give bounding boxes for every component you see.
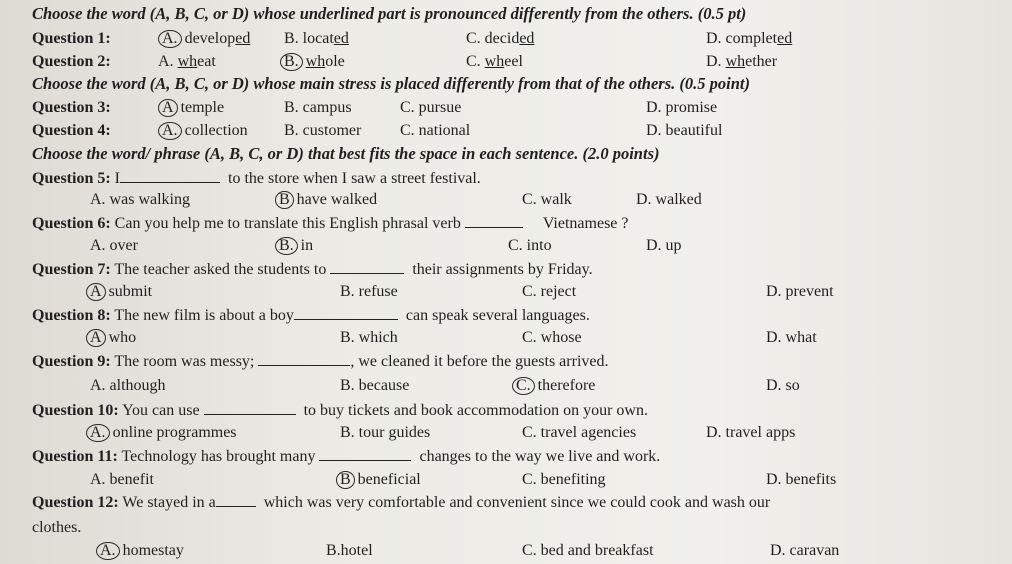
question-6-option-a[interactable]: A. over: [90, 237, 138, 254]
answer-blank: [330, 259, 404, 274]
question-9-stem: Question 9: The room was messy; , we cleaned it before the guests arrived.: [32, 353, 609, 370]
question-6-stem: Question 6: Can you help me to translate this English phrasal verb Vietnamese ?: [32, 215, 629, 232]
question-10-option-c[interactable]: C. travel agencies: [522, 424, 637, 441]
question-7-option-c[interactable]: C. reject: [522, 283, 577, 300]
question-1-option-d[interactable]: D. completed: [706, 30, 793, 47]
question-11-stem: Question 11: Technology has brought many changes to the way we live and work.: [32, 448, 661, 465]
selected-answer-circle: B: [336, 471, 355, 489]
question-12-option-a[interactable]: A. homestay: [96, 541, 184, 561]
selected-answer-circle: A: [86, 283, 106, 301]
question-5-stem: Question 5: I to the store when I saw a street festival.: [32, 170, 481, 187]
question-5-option-b[interactable]: B have walked: [275, 190, 377, 210]
selected-answer-circle: B.: [275, 237, 298, 255]
question-3-label: Question 3:: [32, 99, 111, 116]
answer-blank: [216, 492, 256, 507]
question-7-option-b[interactable]: B. refuse: [340, 283, 398, 300]
question-12-stem: Question 12: We stayed in a which was very comfortable and convenient since we could cook and wash our: [32, 494, 771, 511]
question-4-option-b[interactable]: B. customer: [284, 122, 362, 139]
question-1-option-b[interactable]: B. located: [284, 30, 349, 47]
selected-answer-circle: A.: [96, 542, 120, 560]
question-2-option-d[interactable]: D. whether: [706, 53, 778, 70]
section-2-instruction: Choose the word (A, B, C, or D) whose main stress is placed differently from that of the others. (0.5 point): [32, 74, 750, 93]
question-3-option-c[interactable]: C. pursue: [400, 99, 462, 116]
question-5-option-a[interactable]: A. was walking: [90, 191, 190, 208]
question-9-option-a[interactable]: A. although: [90, 377, 166, 394]
question-12-option-c[interactable]: C. bed and breakfast: [522, 542, 654, 559]
question-6-option-d[interactable]: D. up: [646, 237, 682, 254]
question-9-option-d[interactable]: D. so: [766, 377, 800, 394]
answer-blank: [319, 446, 411, 461]
question-8-option-d[interactable]: D. what: [766, 329, 817, 346]
selected-answer-circle: A.: [86, 424, 110, 442]
selected-answer-circle: B.: [280, 53, 303, 71]
question-2-option-b[interactable]: B. whole: [280, 52, 345, 72]
selected-answer-circle: A: [158, 99, 178, 117]
question-4-label: Question 4:: [32, 122, 111, 139]
question-11-option-b[interactable]: B beneficial: [336, 470, 421, 490]
question-10-option-b[interactable]: B. tour guides: [340, 424, 431, 441]
question-11-option-c[interactable]: C. benefiting: [522, 471, 606, 488]
question-11-option-d[interactable]: D. benefits: [766, 471, 837, 488]
question-3-option-d[interactable]: D. promise: [646, 99, 718, 116]
selected-answer-circle: A: [86, 329, 106, 347]
question-10-stem: Question 10: You can use to buy tickets and book accommodation on your own.: [32, 402, 648, 419]
selected-answer-circle: A.: [158, 122, 182, 140]
question-4-option-c[interactable]: C. national: [400, 122, 471, 139]
answer-blank: [258, 351, 350, 366]
question-9-option-b[interactable]: B. because: [340, 377, 410, 394]
question-8-option-b[interactable]: B. which: [340, 329, 398, 346]
question-8-option-a[interactable]: A who: [86, 328, 136, 348]
question-1-option-c[interactable]: C. decided: [466, 30, 535, 47]
question-8-option-c[interactable]: C. whose: [522, 329, 582, 346]
question-2-label: Question 2:: [32, 53, 111, 70]
question-2-option-c[interactable]: C. wheel: [466, 53, 523, 70]
question-12-option-b[interactable]: B.hotel: [326, 542, 373, 559]
question-9-option-c[interactable]: C. therefore: [512, 376, 595, 396]
question-7-option-a[interactable]: A submit: [86, 282, 152, 302]
answer-blank: [465, 213, 523, 228]
answer-blank: [120, 168, 220, 183]
question-1-label: Question 1:: [32, 30, 111, 47]
question-10-option-a[interactable]: A. online programmes: [86, 423, 237, 443]
section-3-instruction: Choose the word/ phrase (A, B, C, or D) that best fits the space in each sentence. (2.0 points): [32, 144, 660, 163]
question-1-option-a[interactable]: A. developed: [158, 29, 250, 49]
question-5-option-d[interactable]: D. walked: [636, 191, 702, 208]
section-1-instruction: Choose the word (A, B, C, or D) whose underlined part is pronounced differently from the others. (0.5 pt): [32, 4, 747, 23]
question-12-continuation: clothes.: [32, 519, 82, 536]
question-7-option-d[interactable]: D. prevent: [766, 283, 834, 300]
selected-answer-circle: A.: [158, 30, 182, 48]
question-4-option-d[interactable]: D. beautiful: [646, 122, 723, 139]
question-12-option-d[interactable]: D. caravan: [770, 542, 840, 559]
question-6-option-b[interactable]: B. in: [275, 236, 313, 256]
question-10-option-d[interactable]: D. travel apps: [706, 424, 796, 441]
question-4-option-a[interactable]: A. collection: [158, 121, 248, 141]
question-5-option-c[interactable]: C. walk: [522, 191, 572, 208]
selected-answer-circle: B: [275, 191, 294, 209]
answer-blank: [204, 400, 296, 415]
answer-blank: [294, 305, 398, 320]
selected-answer-circle: C.: [512, 377, 535, 395]
question-8-stem: Question 8: The new film is about a boy can speak several languages.: [32, 307, 590, 324]
question-11-option-a[interactable]: A. benefit: [90, 471, 154, 488]
question-2-option-a[interactable]: A. wheat: [158, 53, 216, 70]
question-7-stem: Question 7: The teacher asked the students to their assignments by Friday.: [32, 261, 593, 278]
question-3-option-b[interactable]: B. campus: [284, 99, 352, 116]
question-6-option-c[interactable]: C. into: [508, 237, 552, 254]
question-3-option-a[interactable]: A temple: [158, 98, 224, 118]
